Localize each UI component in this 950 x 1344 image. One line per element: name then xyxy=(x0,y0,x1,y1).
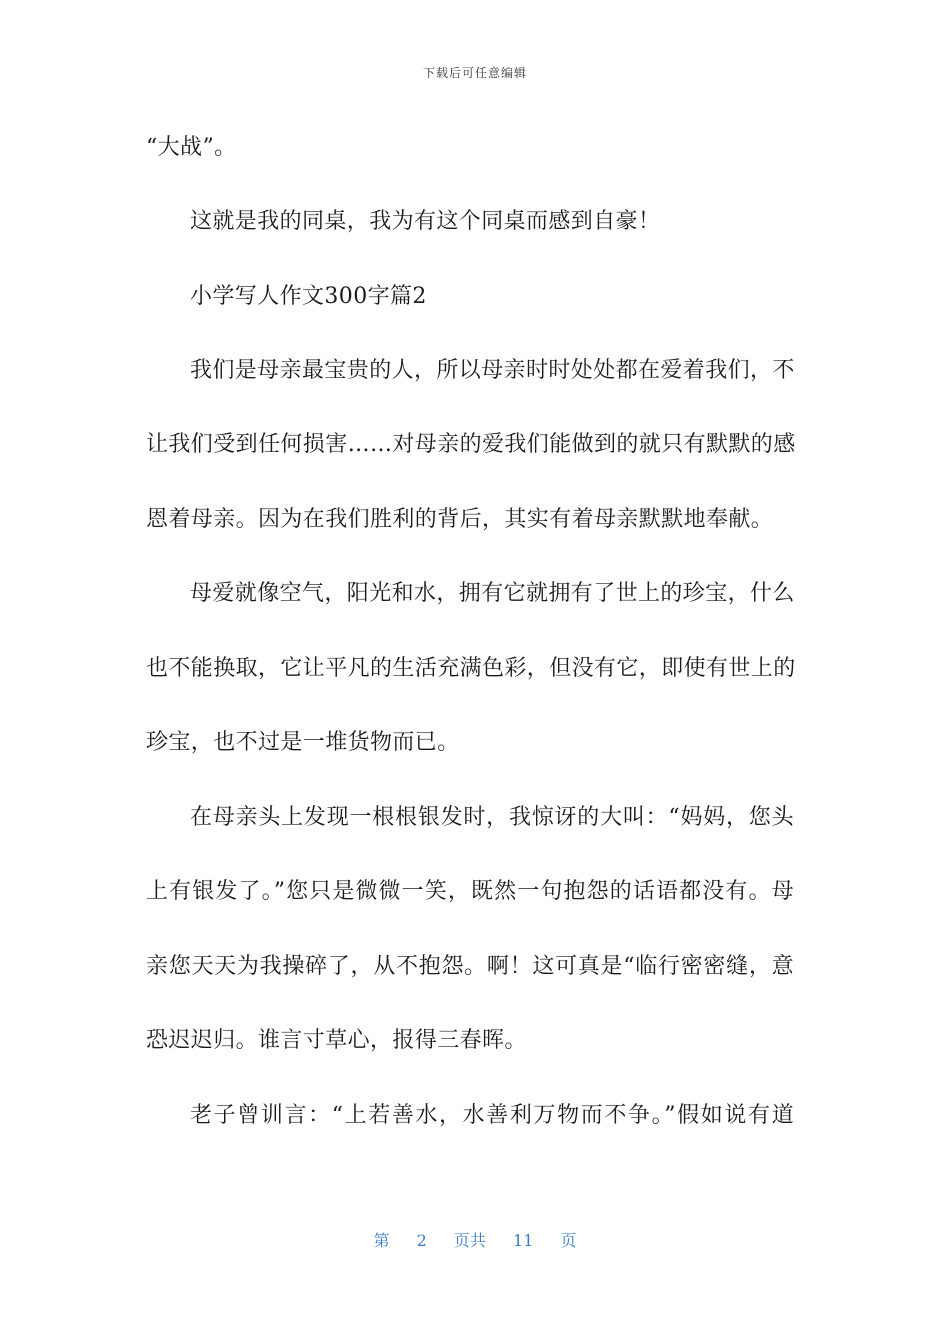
text-line: “大战”。 xyxy=(146,135,237,160)
text-line: 也不能换取，它让平凡的生活充满色彩，但没有它，即使有世上的 xyxy=(146,656,796,681)
page-suffix: 页 xyxy=(560,1231,577,1250)
page-total: 11 xyxy=(513,1231,534,1250)
text-line: 老子曾训言：“上若善水，水善利万物而不争。”假如说有道 xyxy=(190,1103,794,1128)
header-note: 下载后可任意编辑 xyxy=(422,66,527,80)
page-prefix: 第 xyxy=(373,1231,390,1250)
text-line: 上有银发了。”您只是微微一笑，既然一句抱怨的话语都没有。母 xyxy=(146,879,794,904)
text-line: 亲您天天为我操碎了，从不抱怨。啊！这可真是“临行密密缝，意 xyxy=(146,954,794,979)
text-line: 恐迟迟归。谁言寸草心，报得三春晖。 xyxy=(146,1028,527,1053)
text-line: 我们是母亲最宝贵的人，所以母亲时时处处都在爱着我们，不 xyxy=(190,358,795,383)
text-line: 珍宝，也不过是一堆货物而已。 xyxy=(146,730,460,755)
page-number: 2 xyxy=(416,1231,427,1250)
page-mid: 页共 xyxy=(453,1231,486,1250)
text-line: 让我们受到任何损害……对母亲的爱我们能做到的就只有默默的感 xyxy=(146,432,796,457)
text-line: 在母亲头上发现一根根银发时，我惊讶的大叫：“妈妈，您头 xyxy=(190,805,794,830)
text-line: 这就是我的同桌，我为有这个同桌而感到自豪！ xyxy=(190,209,661,234)
section-heading: 小学写人作文300字篇2 xyxy=(190,284,427,309)
text-line: 母爱就像空气，阳光和水，拥有它就拥有了世上的珍宝，什么 xyxy=(190,581,795,606)
page-footer xyxy=(0,1228,950,1251)
text-line: 恩着母亲。因为在我们胜利的背后，其实有着母亲默默地奉献。 xyxy=(146,507,774,532)
